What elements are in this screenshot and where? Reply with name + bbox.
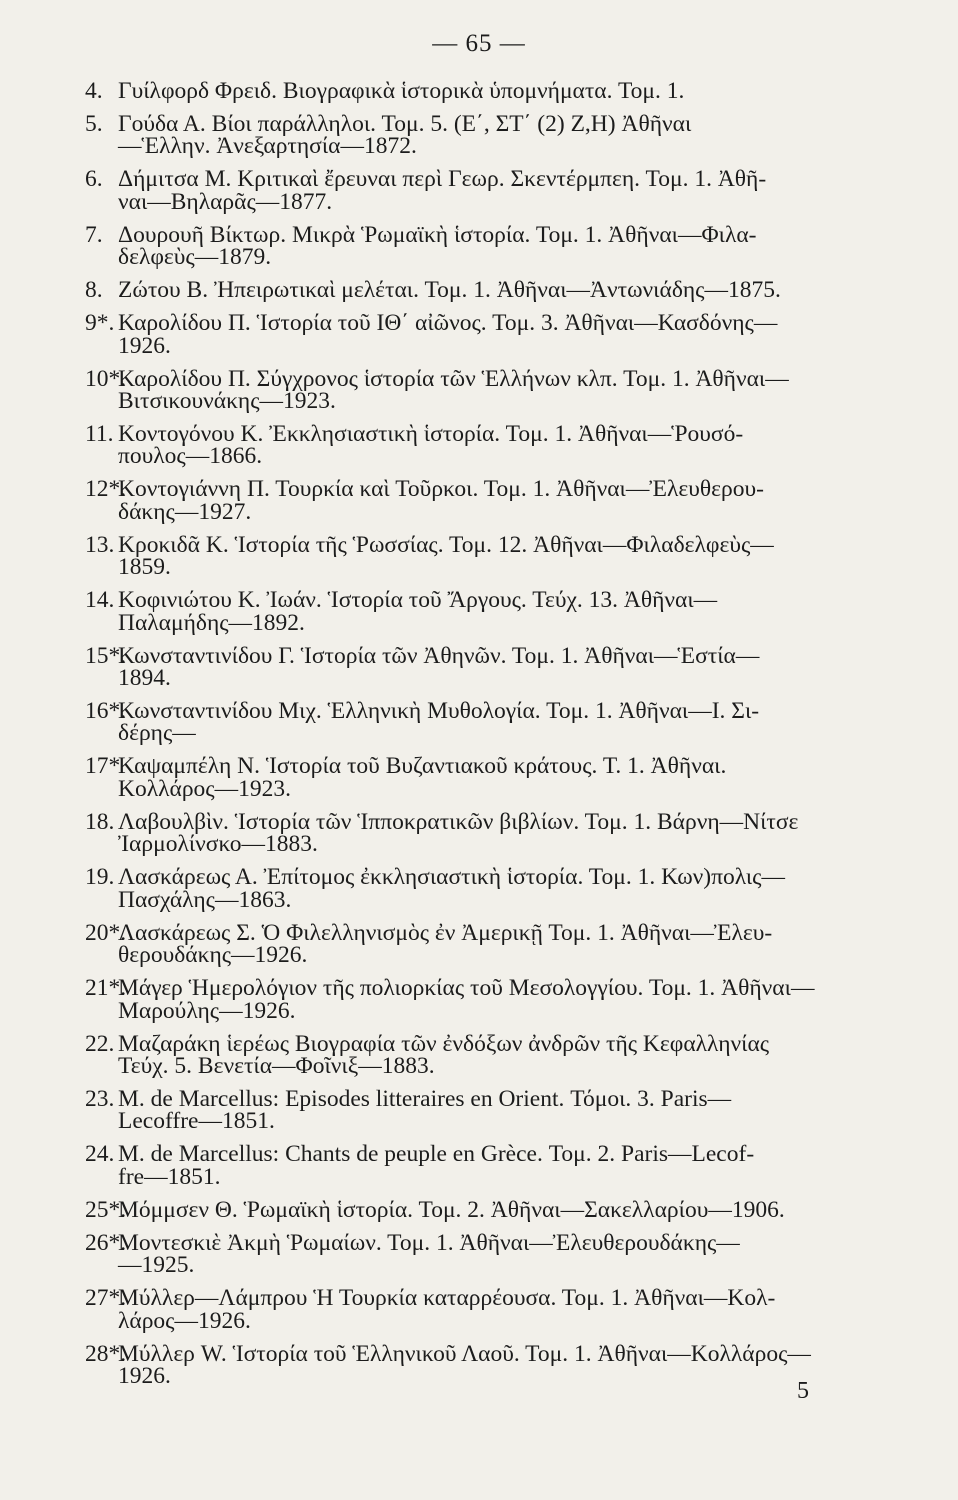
printer-signature: 5 bbox=[797, 1378, 809, 1404]
entry-number: 25*. bbox=[85, 1196, 127, 1223]
entry-text-line: Γυίλφορδ Φρειδ. Βιογραφικὰ ἱστορικὰ ὑπομνήματα. Τομ. 1. bbox=[118, 78, 685, 104]
entry-text-line: Κροκιδᾶ Κ. Ἱστορία τῆς Ῥωσσίας. Τομ. 12. Ἀθῆναι—Φιλαδελφεὺς— bbox=[118, 531, 774, 558]
entry-text-line: Δήμιτσα Μ. Κριτικαὶ ἔρευναι περὶ Γεωρ. Σκεντέρμπεη. Τομ. 1. Ἀθῆ- bbox=[118, 166, 767, 193]
bibliography-entry bbox=[85, 866, 905, 911]
entry-text-line: Μύλλερ—Λάμπρου Ἡ Τουρκία καταρρέουσα. Τομ. 1. Ἀθῆναι—Κολ- bbox=[118, 1285, 776, 1312]
entry-number: 13. bbox=[85, 531, 115, 558]
bibliography-entry bbox=[85, 1030, 905, 1079]
entry-number: 24. bbox=[85, 1141, 115, 1168]
entry-number: 26*. bbox=[85, 1229, 127, 1256]
entry-number: 5. bbox=[85, 111, 103, 137]
entry-text-line: Καρολίδου Π. Ἱστορία τοῦ ΙΘ΄ αἰῶνος. Τομ. 3. Ἀθῆναι—Κασδόνης— bbox=[118, 310, 778, 337]
bibliography-entry bbox=[85, 589, 905, 634]
entry-number: 14. bbox=[85, 587, 115, 614]
bibliography-entry bbox=[85, 423, 905, 468]
bibliography-entry bbox=[85, 755, 905, 800]
entry-number: 19. bbox=[85, 864, 115, 891]
bibliography-list bbox=[85, 80, 905, 1398]
entry-text-line: Λαβουλβὶν. Ἱστορία τῶν Ἱπποκρατικῶν βιβλίων. Τομ. 1. Βάρνη—Νίτσε bbox=[118, 808, 799, 835]
entry-text-line: Κοφινιώτου Κ. Ἰωάν. Ἱστορία τοῦ Ἄργους. Τεύχ. 13. Ἀθῆναι— bbox=[118, 587, 718, 614]
entry-text-line: 1894. bbox=[118, 665, 171, 692]
entry-number: 4. bbox=[85, 78, 103, 104]
entry-number: 20*. bbox=[85, 919, 127, 946]
entry-text-line: δάκης—1927. bbox=[118, 498, 252, 525]
entry-number: 28*. bbox=[85, 1340, 127, 1367]
entry-number: 21*. bbox=[85, 975, 127, 1002]
bibliography-entry bbox=[85, 531, 905, 581]
entry-text-line: 1859. bbox=[118, 554, 171, 581]
entry-number: 18. bbox=[85, 808, 115, 835]
bibliography-entry bbox=[85, 221, 905, 271]
entry-text-line: Τεύχ. 5. Βενετία—Φοῖνιξ—1883. bbox=[118, 1052, 435, 1079]
entry-text-line: Κολλάρος—1923. bbox=[118, 775, 291, 802]
entry-number: 17* bbox=[85, 753, 121, 780]
bibliography-entry bbox=[85, 1196, 905, 1223]
entry-text-line: Δουρουῆ Βίκτωρ. Μικρὰ Ῥωμαϊκὴ ἱστορία. Τομ. 1. Ἀθῆναι—Φιλα- bbox=[118, 221, 757, 248]
entry-number: 16*. bbox=[85, 698, 127, 725]
entry-text-line: θερουδάκης—1926. bbox=[118, 942, 308, 969]
entry-number: 23. bbox=[85, 1085, 115, 1112]
bibliography-entry bbox=[85, 1340, 905, 1389]
bibliography-entry bbox=[85, 277, 905, 304]
entry-text-line: Καψαμπέλη Ν. Ἱστορία τοῦ Βυζαντιακοῦ κράτους. Τ. 1. Ἀθῆναι. bbox=[118, 753, 727, 780]
bibliography-entry bbox=[85, 478, 905, 523]
page-number: — 65 — bbox=[432, 30, 526, 57]
bibliography-entry bbox=[85, 168, 905, 213]
entry-number: 9*. bbox=[85, 310, 115, 337]
entry-number: 7. bbox=[85, 221, 103, 248]
bibliography-entry bbox=[85, 1143, 905, 1188]
entry-text-line: Λασκάρεως Α. Ἐπίτομος ἐκκλησιαστικὴ ἱστορία. Τομ. 1. Κων)πολις— bbox=[118, 864, 785, 891]
entry-text-line: Παλαμήδης—1892. bbox=[118, 609, 305, 636]
entry-text-line: M. de Marcellus: Chants de peuple en Grèce. Τομ. 2. Paris—Lecof- bbox=[118, 1141, 755, 1168]
entry-text-line: Ζώτου Β. Ἠπειρωτικαὶ μελέται. Τομ. 1. Ἀθῆναι—Ἀντωνιάδης—1875. bbox=[118, 277, 781, 304]
entry-text-line: Μαζαράκη ἱερέως Βιογραφία τῶν ἐνδόξων ἀνδρῶν τῆς Κεφαλληνίας bbox=[118, 1030, 770, 1057]
entry-text-line: —1925. bbox=[118, 1252, 195, 1279]
entry-text-line: Καρολίδου Π. Σύγχρονος ἱστορία τῶν Ἑλλήνων κλπ. Τομ. 1. Ἀθῆναι— bbox=[118, 365, 789, 392]
entry-number: 15*. bbox=[85, 642, 127, 669]
entry-text-line: Ἰαρμολίνσκο—1883. bbox=[118, 831, 318, 858]
bibliography-entry bbox=[85, 365, 905, 415]
entry-text-line: δέρης— bbox=[118, 720, 196, 747]
entry-text-line: Βιτσικουνάκης—1923. bbox=[118, 388, 336, 415]
entry-text-line: Γούδα Α. Βίοι παράλληλοι. Τομ. 5. (Ε΄, ΣΤ΄ (2) Ζ,Η) Ἀθῆναι bbox=[118, 111, 692, 137]
bibliography-entry bbox=[85, 1287, 905, 1332]
bibliography-entry bbox=[85, 1229, 905, 1279]
entry-text-line: Κωνσταντινίδου Μιχ. Ἑλληνικὴ Μυθολογία. Τομ. 1. Ἀθῆναι—Ι. Σι- bbox=[118, 698, 760, 725]
entry-text-line: —Ἑλλην. Ἀνεξαρτησία—1872. bbox=[118, 133, 417, 160]
bibliography-entry bbox=[85, 312, 905, 357]
entry-number: 10*. bbox=[85, 365, 127, 392]
entry-text-line: Πασχάλης—1863. bbox=[118, 886, 292, 913]
entry-text-line: Μάγερ Ἡμερολόγιον τῆς πολιορκίας τοῦ Μεσολογγίου. Τομ. 1. Ἀθῆναι— bbox=[118, 975, 815, 1002]
entry-text-line: πουλος—1866. bbox=[118, 443, 263, 470]
entry-text-line: ναι—Βηλαρᾶς—1877. bbox=[118, 188, 333, 215]
entry-text-line: 1926. bbox=[118, 1362, 171, 1389]
entry-text-line: Μύλλερ W. Ἱστορία τοῦ Ἑλληνικοῦ Λαοῦ. Τομ. 1. Ἀθῆναι—Κολλάρος— bbox=[118, 1340, 811, 1367]
entry-text-line: Κοντογιάννη Π. Τουρκία καὶ Τοῦρκοι. Τομ. 1. Ἀθῆναι—Ἐλευθερου- bbox=[118, 476, 764, 503]
entry-text-line: M. de Marcellus: Episodes litteraires en Orient. Τόμοι. 3. Paris— bbox=[118, 1085, 732, 1112]
entry-text-line: δελφεὺς—1879. bbox=[118, 244, 272, 271]
entry-number: 12*. bbox=[85, 476, 127, 503]
entry-number: 11. bbox=[85, 421, 114, 448]
bibliography-entry bbox=[85, 919, 905, 969]
bibliography-entry bbox=[85, 113, 905, 158]
entry-text-line: Λασκάρεως Σ. Ὁ Φιλελληνισμὸς ἐν Ἀμερικῇ Τομ. 1. Ἀθῆναι—Ἐλευ- bbox=[118, 919, 773, 946]
entry-text-line: Μόμμσεν Θ. Ῥωμαϊκὴ ἱστορία. Τομ. 2. Ἀθῆναι—Σακελλαρίου—1906. bbox=[118, 1196, 785, 1223]
entry-number: 22. bbox=[85, 1030, 115, 1057]
bibliography-entry bbox=[85, 700, 905, 745]
entry-text-line: λάρος—1926. bbox=[118, 1307, 251, 1334]
bibliography-entry bbox=[85, 642, 905, 692]
entry-text-line: 1926. bbox=[118, 332, 171, 359]
entry-text-line: Κωνσταντινίδου Γ. Ἱστορία τῶν Ἀθηνῶν. Τομ. 1. Ἀθῆναι—Ἑστία— bbox=[118, 642, 760, 669]
entry-number: 6. bbox=[85, 166, 103, 193]
entry-text-line: Lecoffre—1851. bbox=[118, 1108, 275, 1135]
entry-number: 8. bbox=[85, 277, 103, 304]
entry-text-line: Μαρούλης—1926. bbox=[118, 997, 296, 1024]
entry-number: 27*. bbox=[85, 1285, 127, 1312]
bibliography-entry bbox=[85, 808, 905, 858]
bibliography-entry bbox=[85, 80, 905, 102]
entry-text-line: Κοντογόνου Κ. Ἐκκλησιαστικὴ ἱστορία. Τομ. 1. Ἀθῆναι—Ῥουσό- bbox=[118, 421, 744, 448]
bibliography-entry bbox=[85, 977, 905, 1022]
bibliography-entry bbox=[85, 1085, 905, 1135]
entry-text-line: Μοντεσκιὲ Ἀκμὴ Ῥωμαίων. Τομ. 1. Ἀθῆναι—Ἐλευθερουδάκης— bbox=[118, 1229, 740, 1256]
entry-text-line: fre—1851. bbox=[118, 1163, 221, 1190]
